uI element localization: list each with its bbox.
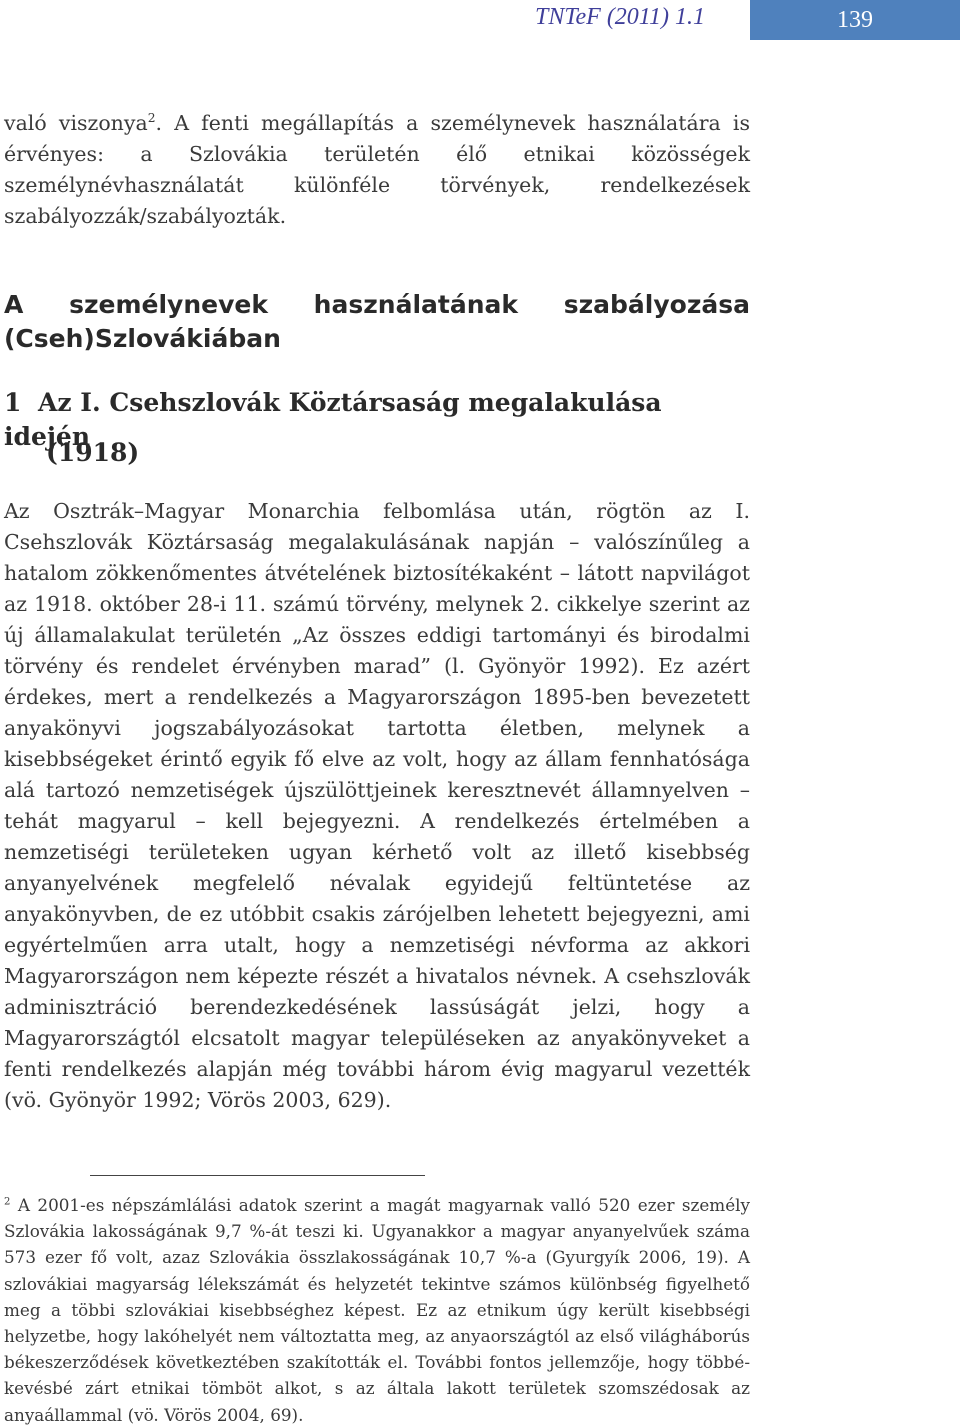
subsection-number: 1 <box>4 388 22 417</box>
subsection-title: Az I. Csehszlovák Köztársaság megalakulása idején <box>4 388 662 451</box>
subsection-year: (1918) <box>46 438 140 467</box>
footnote-text: A 2001-es népszámlálási adatok szerint a magát magyarnak valló 520 ezer személy Szlovákia lakosságának 9,7 %-át teszi ki. Ugyanakkor a magyar anyanyelvűek száma 573 ezer fő volt, azaz Szlovákia összlakosságának 10,7 %-a (Gyurgyík 2006, 19). A szlovákiai magyarság lélekszámát és helyzetét tekintve számos különbség figyelhető meg a többi szlovákiai kisebbséghez képest. Ez az etnikum úgy került kisebbségi helyzetbe, hogy lakóhelyét nem változtatta meg, az anyaországtól az első világháborús békeszerződések következtében szakították el. További fontos jellemzője, hogy többé-kevésbé zárt etnikai tömböt alkot, s az általa lakott területek szomszédosak az anyaállammal (vö. Vörös 2004, 69). <box>4 1195 750 1425</box>
footnote-separator <box>90 1175 425 1176</box>
footnote-marker: 2 <box>4 1196 11 1208</box>
footnote <box>4 1192 750 1428</box>
page-number: 139 <box>750 0 960 40</box>
paragraph-intro-text-a: való viszonya <box>4 111 148 135</box>
paragraph-intro-text-b: . A fenti megállapítás a személynevek használatára is érvényes: a Szlovákia területén élő etnikai közösségek személynévhasználatát különféle törvények, rendelkezések szabályozzák/szabályozták. <box>4 111 751 228</box>
paragraph-body: Az Osztrák–Magyar Monarchia felbomlása után, rögtön az I. Csehszlovák Köztársaság megalakulásának napján – valószínűleg a hatalom zökkenőmentes átvételének biztosítékaként – látott napvilágot az 1918. október 28-i 11. számú törvény, melynek 2. cikkelye szerint az új államalakulat területén „Az összes eddigi tartományi és birodalmi törvény és rendelet érvényben marad” (l. Gyönyör 1992). Ez azért érdekes, mert a rendelkezés a Magyarországon 1895-ben bevezetett anyakönyvi jogszabályozásokat tartotta életben, melynek a kisebbségeket érintő egyik fő elve az volt, hogy az állam fennhatósága alá tartozó nemzetiségek újszülöttjeinek keresztnevét államnyelven – tehát magyarul – kell bejegyezni. A rendelkezés értelmében a nemzetiségi területeken ugyan kérhető volt az illető kisebbség anyanyelvének megfelelő névalak egyidejű feltüntetése az anyakönyvben, de ez utóbbit csakis zárójelben lehetett bejegyezni, ami egyértelműen arra utalt, hogy a nemzetiségi névforma az akkori Magyarországon nem képezte részét a hivatalos névnek. A csehszlovák adminisztráció berendezkedésének lassúságát jelzi, hogy a Magyarországtól elcsatolt magyar településeken az anyakönyveket a fenti rendelkezés alapján még további három évig magyarul vezették (vö. Gyönyör 1992; Vörös 2003, 629). <box>4 499 750 1112</box>
footnote-reference[interactable]: 2 <box>147 111 156 126</box>
journal-title: TNTeF (2011) 1.1 <box>535 4 706 30</box>
section-heading: A személynevek használatának szabályozása (Cseh)Szlovákiában <box>4 290 750 353</box>
paragraph-intro <box>4 108 750 232</box>
